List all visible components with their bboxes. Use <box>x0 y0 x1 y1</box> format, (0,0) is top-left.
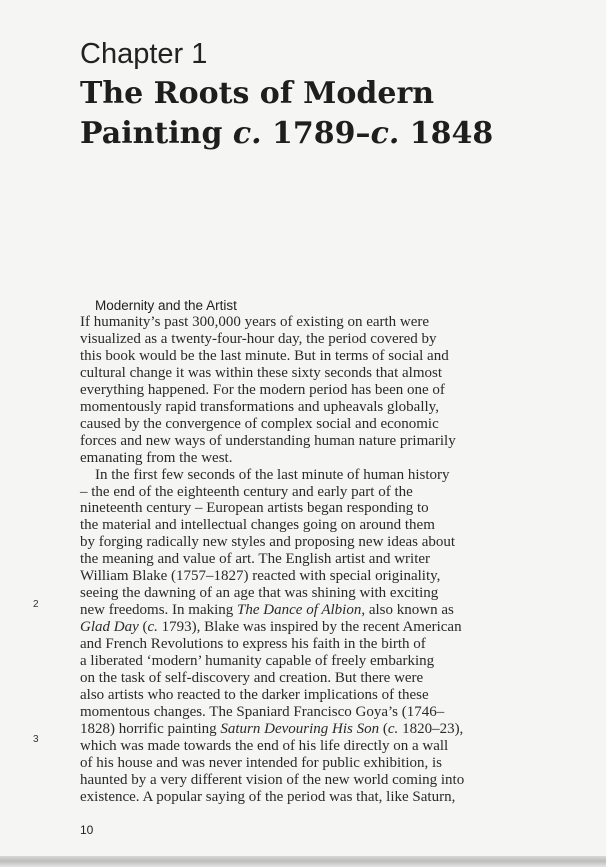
text-line: the material and intellectual changes going on around them <box>80 517 435 534</box>
text-line: forces and new ways of understanding human nature primarily <box>80 432 456 449</box>
circa-abbrev: c. <box>370 116 400 151</box>
text-line: everything happened. For the modern period has been one of <box>80 381 445 398</box>
page-bottom-edge <box>0 856 606 867</box>
text-run: 1828) horrific painting <box>80 720 221 737</box>
text-line: haunted by a very different vision of the new world coming into <box>80 771 465 788</box>
margin-figure-ref: 3 <box>33 734 39 745</box>
artwork-title: Saturn Devouring His Son <box>220 720 380 737</box>
chapter-title-start-year: 1789– <box>261 116 371 151</box>
text-line: cultural change it was within these sixty seconds that almost <box>80 364 443 381</box>
page-number: 10 <box>80 823 94 837</box>
paragraph-2 <box>80 467 490 806</box>
text-line <box>80 619 490 636</box>
text-line: the meaning and value of art. The English artist and writer <box>80 551 431 568</box>
text-line: momentously rapid transformations and upheavals globally, <box>80 398 439 415</box>
text-line <box>80 602 490 619</box>
text-line: this book would be the last minute. But in terms of social and <box>80 347 449 364</box>
text-line: If humanity’s past 300,000 years of existing on earth were <box>80 314 430 330</box>
text-line: of his house and was never intended for public exhibition, is <box>80 754 443 771</box>
text-line: and French Revolutions to express his faith in the birth of <box>80 636 426 653</box>
text-line: which was made towards the end of his life directly on a wall <box>80 737 449 754</box>
text-run: new freedoms. In making <box>80 602 238 619</box>
text-run: 1820–23), <box>398 720 464 737</box>
chapter-title-line1: The Roots of Modern <box>80 76 435 111</box>
text-line: – the end of the eighteenth century and early part of the <box>80 483 413 500</box>
text-run: 1793), Blake was inspired by the recent American <box>157 619 462 636</box>
text-line: caused by the convergence of complex social and economic <box>80 415 439 432</box>
text-line: visualized as a twenty-four-hour day, the period covered by <box>80 330 437 347</box>
circa-abbrev: c. <box>232 116 262 151</box>
body-text <box>80 314 490 806</box>
text-line: a liberated ‘modern’ humanity capable of freely embarking <box>80 653 435 670</box>
text-line: by forging radically new styles and proposing new ideas about <box>80 534 456 551</box>
text-run: ( <box>138 619 148 636</box>
text-line: emanating from the west. <box>80 449 233 466</box>
text-line <box>80 721 490 738</box>
text-line: momentous changes. The Spaniard Francisco Goya’s (1746– <box>80 703 445 720</box>
text-run: , also known as <box>361 602 454 619</box>
text-line: nineteenth century – European artists began responding to <box>80 500 429 517</box>
paragraph-1 <box>80 314 490 467</box>
text-run: ( <box>379 720 388 737</box>
section-heading: Modernity and the Artist <box>95 298 237 313</box>
artwork-title: Glad Day <box>80 619 139 636</box>
text-line: existence. A popular saying of the period was that, like Saturn, <box>80 788 456 805</box>
artwork-title: The Dance of Albion <box>237 602 362 619</box>
text-line: William Blake (1757–1827) reacted with special originality, <box>80 568 441 585</box>
chapter-title-end-year: 1848 <box>399 116 494 151</box>
chapter-title-line2-prefix: Painting <box>80 116 233 151</box>
circa-abbrev: c. <box>147 619 158 636</box>
chapter-label: Chapter 1 <box>80 38 208 70</box>
text-line: also artists who reacted to the darker implications of these <box>80 686 429 703</box>
text-line: seeing the dawning of an age that was shining with exciting <box>80 585 439 602</box>
text-line: In the first few seconds of the last minute of human history <box>95 466 450 483</box>
chapter-title <box>80 74 550 154</box>
circa-abbrev: c. <box>387 720 399 737</box>
text-line: on the task of self-discovery and creation. But there were <box>80 670 424 687</box>
margin-figure-ref: 2 <box>33 599 39 610</box>
